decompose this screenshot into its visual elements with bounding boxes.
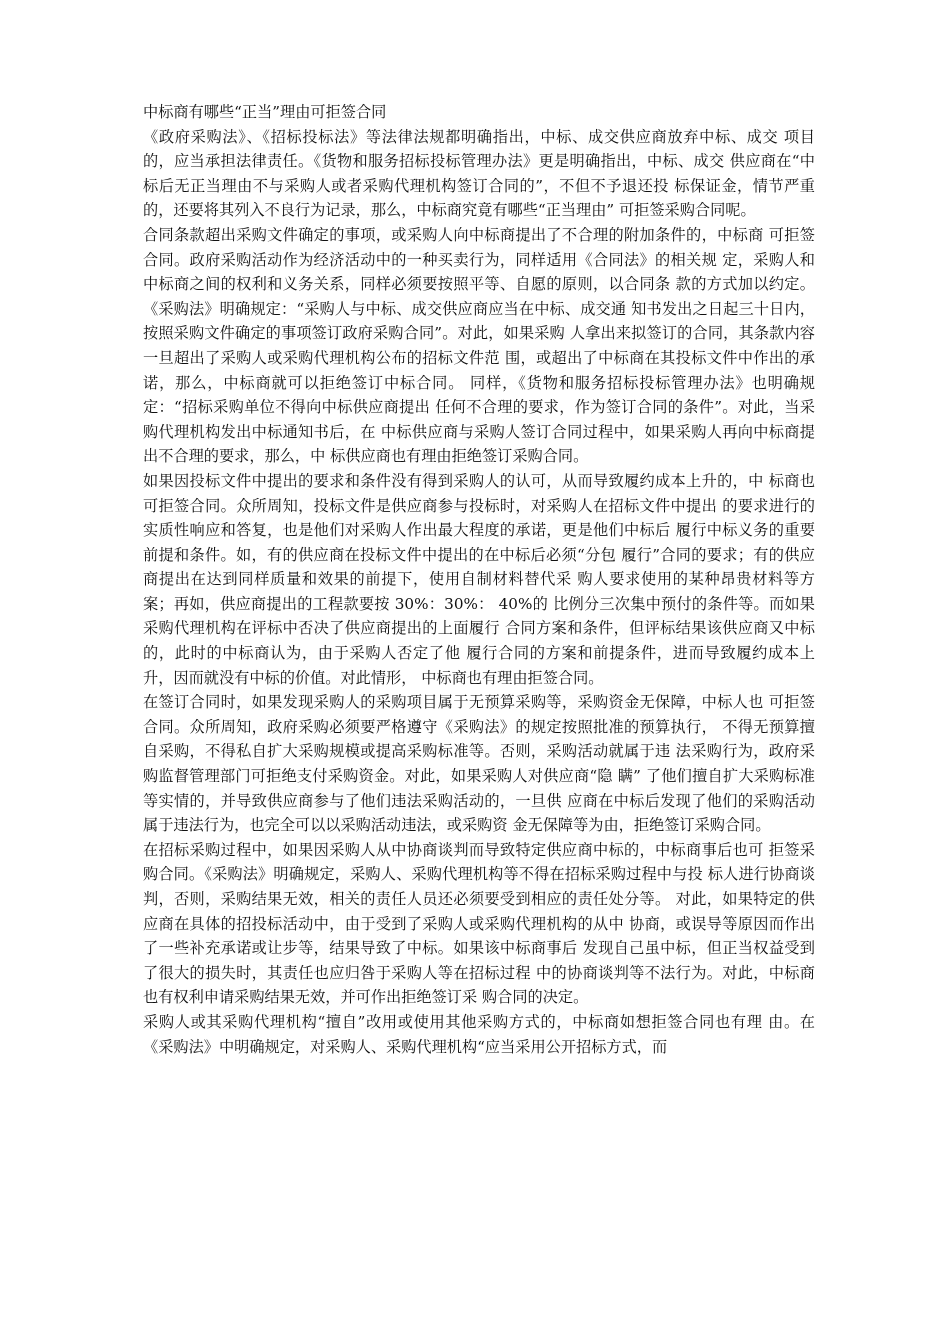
paragraph: 如果因投标文件中提出的要求和条件没有得到采购人的认可，从而导致履约成本上升的，中 标商也可拒签合同。众所周知，投标文件是供应商参与投标时，对采购人在招标文件中提出 的要求进行的实质性响应和答复，也是他们对采购人作出最大程度的承诺，更是他们中标后 履行中标义务的重要前提和条件。如，有的供应商在投标文件中提出的在中标后必须“分包 履行”合同的要求；有的供应商提出在达到同样质量和效果的前提下，使用自制材料替代采 购人要求使用的某种昂贵材料等方案；再如，供应商提出的工程款要按 30%：30%： 40%的 比例分三次集中预付的条件等。而如果采购代理机构在评标中否决了供应商提出的上面履行 合同方案和条件，但评标结果该供应商又中标的，此时的中标商认为，由于采购人否定了他 履行合同的方案和前提条件，进而导致履约成本上升，因而就没有中标的价值。对此情形， 中标商也有理由拒签合同。 (143, 471, 815, 687)
paragraph: 在招标采购过程中，如果因采购人从中协商谈判而导致特定供应商中标的，中标商事后也可 拒签采购合同。《采购法》明确规定，采购人、采购代理机构等不得在招标采购过程中与投 标人进行协商谈判，否则，采购结果无效，相关的责任人员还必须要受到相应的责任处分等。 对此，如果特定的供应商在具体的招投标活动中，由于受到了采购人或采购代理机构的从中 协商，或误导等原因而作出了一些补充承诺或让步等，结果导致了中标。如果该中标商事后 发现自己虽中标，但正当权益受到了很大的损失时，其责任也应归咎于采购人等在招标过程 中的协商谈判等不法行为。对此，中标商也有权利申请采购结果无效，并可作出拒绝签订采 购合同的决定。 (143, 840, 815, 1007)
document-title: 中标商有哪些“正当”理由可拒签合同 (143, 103, 387, 121)
paragraph: 采购人或其采购代理机构“擅自”改用或使用其他采购方式的，中标商如想拒签合同也有理 由。在《采购法》中明确规定，对采购人、采购代理机构“应当采用公开招标方式，而 (143, 1012, 815, 1056)
paragraph: 在签订合同时，如果发现采购人的采购项目属于无预算采购等，采购资金无保障，中标人也 可拒签合同。众所周知，政府采购必须要严格遵守《采购法》的规定按照批准的预算执行， 不得无预算擅自采购，不得私自扩大采购规模或提高采购标准等。否则，采购活动就属于违 法采购行为，政府采购监督管理部门可拒绝支付采购资金。对此，如果采购人对供应商“隐 瞒” 了他们擅自扩大采购标准等实情的，并导致供应商参与了他们违法采购活动的，一旦供 应商在中标后发现了他们的采购活动属于违法行为，也完全可以以采购活动违法，或采购资 金无保障等为由，拒绝签订采购合同。 (143, 693, 815, 835)
paragraph: 《政府采购法》、《招标投标法》等法律法规都明确指出，中标、成交供应商放弃中标、成交 项目的，应当承担法律责任。《货物和服务招标投标管理办法》更是明确指出，中标、成交 供应商在“中标后无正当理由不与采购人或者采购代理机构签订合同的”，不但不予退还投 标保证金，情节严重的，还要将其列入不良行为记录，那么，中标商究竟有哪些“正当理由” 可拒签采购合同呢。 (143, 127, 815, 220)
paragraph: 合同条款超出采购文件确定的事项，或采购人向中标商提出了不合理的附加条件的，中标商 可拒签合同。政府采购活动作为经济活动中的一种买卖行为，同样适用《合同法》的相关规 定，采购人和中标商之间的权利和义务关系，同样必须要按照平等、自愿的原则，以合同条 款的方式加以约定。《采购法》明确规定：“采购人与中标、成交供应商应当在中标、成交通 知书发出之日起三十日内，按照采购文件确定的事项签订政府采购合同”。对此，如果采购 人拿出来拟签订的合同，其条款内容一旦超出了采购人或采购代理机构公布的招标文件范 围，或超出了中标商在其投标文件中作出的承诺，那么，中标商就可以拒绝签订中标合同。 同样，《货物和服务招标投标管理办法》也明确规定：“招标采购单位不得向中标供应商提出 任何不合理的要求，作为签订合同的条件”。对此，当采购代理机构发出中标通知书后，在 中标供应商与采购人签订合同过程中，如果采购人再向中标商提出不合理的要求，那么，中 标供应商也有理由拒绝签订采购合同。 (143, 225, 815, 466)
document-body (143, 100, 815, 1059)
